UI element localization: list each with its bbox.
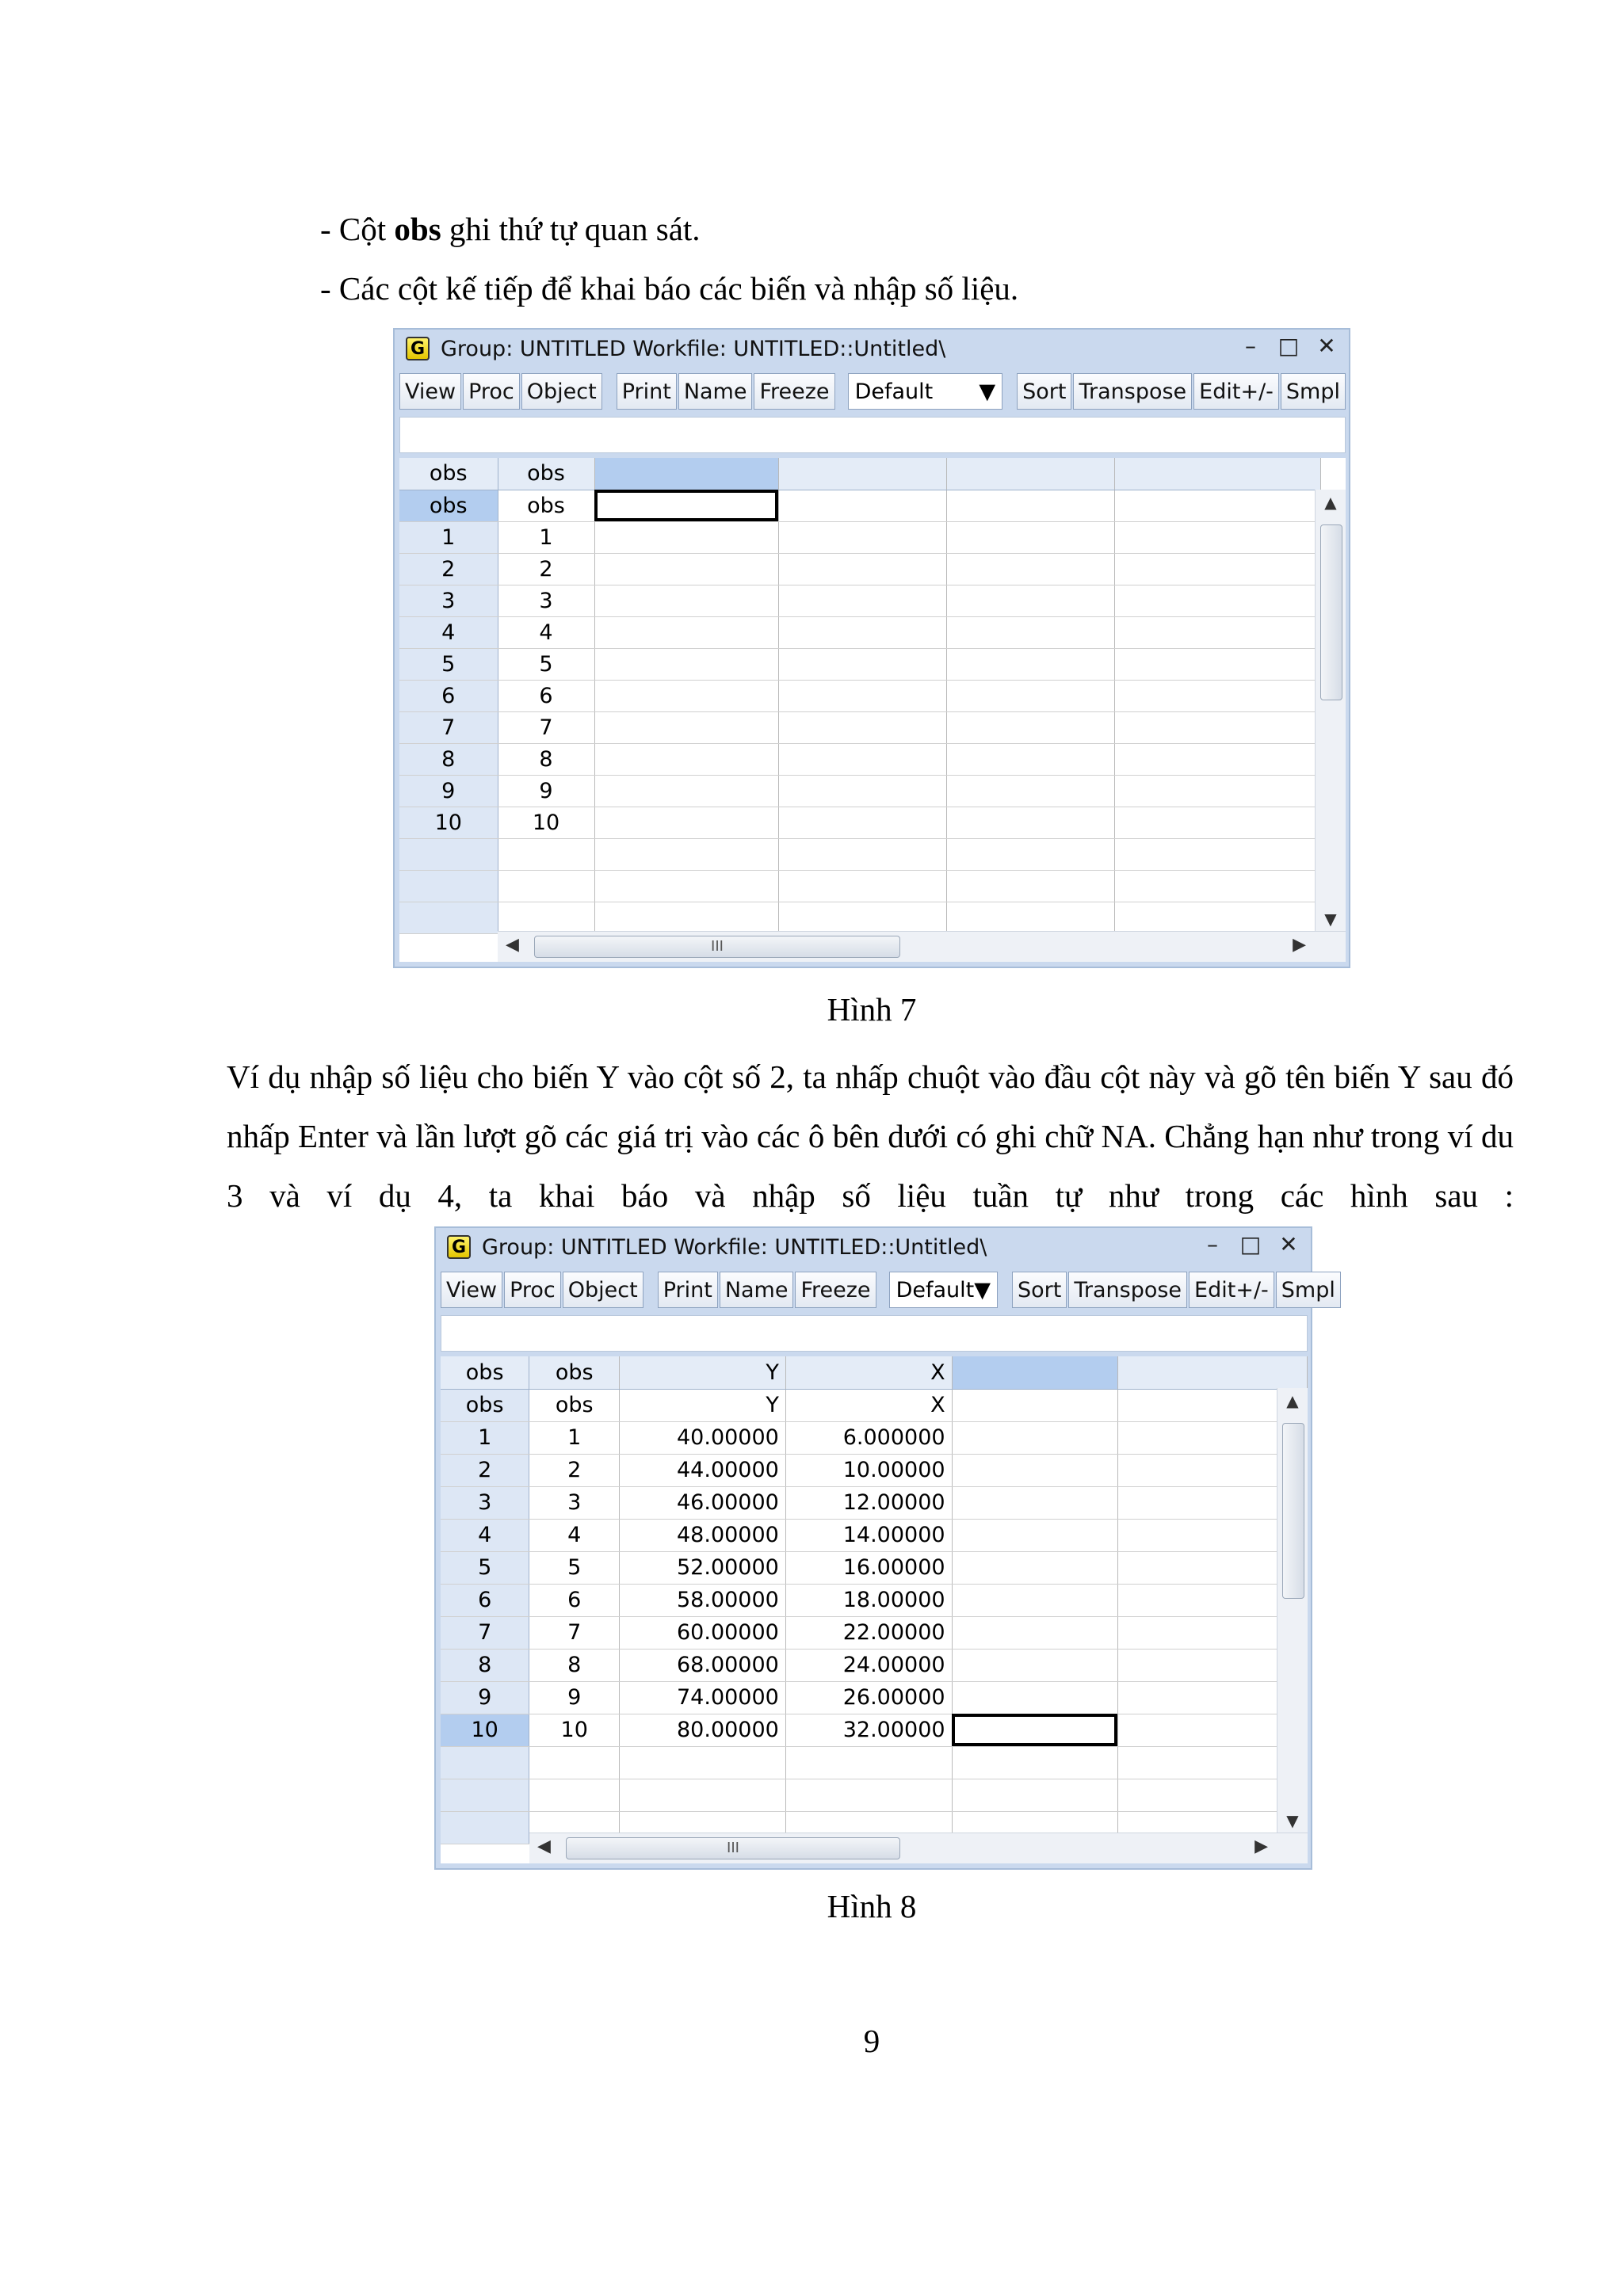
intro-line1-suffix: ghi thứ tự quan sát. xyxy=(441,211,701,247)
row-header[interactable]: 6 xyxy=(441,1584,529,1616)
grid-cell[interactable] xyxy=(594,553,778,585)
grid-cell[interactable]: 10 xyxy=(498,807,594,838)
grid-cell[interactable]: 1 xyxy=(498,521,594,553)
grid-cell[interactable] xyxy=(778,585,946,616)
grid-cell[interactable] xyxy=(1114,870,1320,902)
table-row xyxy=(441,1551,1308,1584)
display-format-value: Default xyxy=(896,1277,975,1302)
name-button[interactable]: Name xyxy=(720,1272,794,1308)
grid-cell[interactable] xyxy=(785,1779,952,1811)
corner-header[interactable]: obs xyxy=(441,1356,529,1389)
grid-cell[interactable] xyxy=(594,807,778,838)
table-row xyxy=(399,902,1320,933)
edit-toggle-button[interactable]: Edit+/- xyxy=(1193,373,1279,410)
column-header[interactable] xyxy=(952,1356,1117,1389)
view-button[interactable]: View xyxy=(441,1272,502,1308)
grid-cell[interactable]: 3 xyxy=(498,585,594,616)
smpl-button[interactable]: Smpl xyxy=(1276,1272,1341,1308)
scroll-up-icon[interactable]: ▲ xyxy=(1286,1391,1299,1410)
transpose-button[interactable]: Transpose xyxy=(1073,373,1192,410)
obs-cell[interactable]: 10 xyxy=(529,1714,620,1746)
label-cell[interactable]: obs xyxy=(498,490,594,521)
grid-cell[interactable] xyxy=(946,585,1114,616)
grid-cell[interactable] xyxy=(946,521,1114,553)
row-header[interactable] xyxy=(441,1779,529,1811)
x-value-cell[interactable]: 24.00000 xyxy=(785,1649,952,1681)
page-number: 9 xyxy=(863,2023,880,2059)
table-row xyxy=(441,1746,1308,1779)
vertical-scroll-thumb[interactable] xyxy=(1320,524,1342,700)
grid-cell[interactable] xyxy=(498,902,594,933)
grid-cell[interactable] xyxy=(952,1551,1117,1584)
spreadsheet-grid[interactable] xyxy=(399,458,1346,962)
print-button[interactable]: Print xyxy=(658,1272,718,1308)
display-format-select[interactable] xyxy=(889,1272,998,1308)
row-header[interactable]: 1 xyxy=(399,521,498,553)
close-icon[interactable]: ✕ xyxy=(1279,1231,1298,1257)
horizontal-scrollbar[interactable] xyxy=(498,931,1346,962)
horizontal-scroll-thumb[interactable]: III xyxy=(534,936,900,958)
table-row xyxy=(399,680,1320,711)
label-cell[interactable] xyxy=(778,490,946,521)
table-row xyxy=(399,838,1320,870)
row-header[interactable]: 5 xyxy=(441,1551,529,1584)
grid-cell[interactable] xyxy=(952,1519,1117,1551)
grid-cell[interactable] xyxy=(946,838,1114,870)
scroll-left-icon[interactable]: ◀ xyxy=(537,1836,551,1856)
group-toolbar xyxy=(441,1269,1335,1310)
column-header[interactable] xyxy=(778,458,946,490)
grid-cell[interactable]: 4 xyxy=(498,616,594,648)
group-icon: G xyxy=(447,1235,471,1259)
row-header[interactable]: obs xyxy=(399,490,498,521)
grid-cell[interactable]: 7 xyxy=(498,711,594,743)
grid-cell[interactable]: 5 xyxy=(498,648,594,680)
grid-cell[interactable] xyxy=(946,553,1114,585)
group-window-fig7 xyxy=(393,328,1350,968)
column-header-row xyxy=(399,458,1320,490)
grid-cell[interactable] xyxy=(1114,711,1320,743)
intro-line1-prefix: - Cột xyxy=(320,211,395,247)
label-cell[interactable] xyxy=(1114,490,1320,521)
window-title: Group: UNTITLED Workfile: UNTITLED::Untitled\ xyxy=(482,1234,987,1260)
grid-cell[interactable] xyxy=(946,680,1114,711)
row-header[interactable]: 8 xyxy=(441,1649,529,1681)
grid-cell[interactable] xyxy=(594,870,778,902)
group-toolbar xyxy=(399,371,1346,412)
y-value-cell[interactable]: 60.00000 xyxy=(620,1616,786,1649)
scroll-up-icon[interactable]: ▲ xyxy=(1324,493,1337,512)
grid-cell[interactable] xyxy=(498,838,594,870)
grid-cell[interactable]: 6 xyxy=(498,680,594,711)
row-header[interactable]: 9 xyxy=(399,775,498,807)
grid-cell[interactable] xyxy=(594,775,778,807)
y-value-cell[interactable]: 58.00000 xyxy=(620,1584,786,1616)
obs-cell[interactable]: 9 xyxy=(529,1681,620,1714)
table-row xyxy=(399,775,1320,807)
grid-cell[interactable] xyxy=(946,711,1114,743)
row-header[interactable]: 1 xyxy=(441,1421,529,1454)
row-header[interactable]: 4 xyxy=(399,616,498,648)
column-header[interactable] xyxy=(594,458,778,490)
label-cell[interactable] xyxy=(594,490,778,521)
figure-7-caption: Hình 7 xyxy=(827,991,917,1028)
grid-cell[interactable] xyxy=(1114,553,1320,585)
column-header[interactable]: obs xyxy=(529,1356,620,1389)
x-value-cell[interactable]: 10.00000 xyxy=(785,1454,952,1486)
y-value-cell[interactable]: 46.00000 xyxy=(620,1486,786,1519)
sort-button[interactable]: Sort xyxy=(1012,1272,1067,1308)
grid-cell[interactable] xyxy=(952,1584,1117,1616)
column-header-row xyxy=(441,1356,1308,1389)
grid-cell[interactable] xyxy=(1114,680,1320,711)
row-header[interactable]: 6 xyxy=(399,680,498,711)
column-header[interactable]: obs xyxy=(498,458,594,490)
grid-cell[interactable] xyxy=(952,1746,1117,1779)
table-row xyxy=(399,870,1320,902)
grid-cell[interactable] xyxy=(594,648,778,680)
table-row xyxy=(441,1779,1308,1811)
row-header[interactable]: 10 xyxy=(399,807,498,838)
grid-cell[interactable] xyxy=(952,1714,1117,1746)
y-value-cell[interactable]: 40.00000 xyxy=(620,1421,786,1454)
grid-cell[interactable] xyxy=(778,807,946,838)
dropdown-arrow-icon: ▼ xyxy=(974,1277,991,1302)
x-value-cell[interactable]: 26.00000 xyxy=(785,1681,952,1714)
vertical-scrollbar[interactable] xyxy=(1277,1388,1308,1833)
x-value-cell[interactable]: 22.00000 xyxy=(785,1616,952,1649)
grid-cell[interactable] xyxy=(529,1746,620,1779)
grid-cell[interactable] xyxy=(778,775,946,807)
scroll-left-icon[interactable]: ◀ xyxy=(506,935,519,955)
grid-cell[interactable] xyxy=(778,648,946,680)
row-header[interactable]: 3 xyxy=(399,585,498,616)
row-header[interactable]: 7 xyxy=(399,711,498,743)
grid-cell[interactable] xyxy=(1114,743,1320,775)
x-value-cell[interactable]: 16.00000 xyxy=(785,1551,952,1584)
object-button[interactable]: Object xyxy=(521,373,602,410)
grid-cell[interactable] xyxy=(1114,838,1320,870)
window-title: Group: UNTITLED Workfile: UNTITLED::Untitled\ xyxy=(441,336,946,361)
scroll-right-icon[interactable]: ▶ xyxy=(1254,1836,1268,1856)
dropdown-arrow-icon: ▼ xyxy=(979,379,996,404)
grid-cell[interactable] xyxy=(952,1681,1117,1714)
table-row xyxy=(399,807,1320,838)
grid-cell[interactable] xyxy=(946,807,1114,838)
display-format-value: Default xyxy=(854,379,934,404)
label-cell[interactable] xyxy=(946,490,1114,521)
table-row xyxy=(441,1454,1308,1486)
grid-cell[interactable] xyxy=(1114,902,1320,933)
group-window-fig8 xyxy=(434,1226,1335,1870)
table-row xyxy=(399,711,1320,743)
table-row xyxy=(399,553,1320,585)
table-row xyxy=(441,1649,1308,1681)
sort-button[interactable]: Sort xyxy=(1017,373,1071,410)
table-row xyxy=(441,1584,1308,1616)
table-row xyxy=(399,743,1320,775)
grid-cell[interactable] xyxy=(952,1649,1117,1681)
obs-cell[interactable]: 7 xyxy=(529,1616,620,1649)
grid-cell[interactable] xyxy=(620,1746,786,1779)
grid-cell[interactable] xyxy=(778,521,946,553)
minimize-icon[interactable]: – xyxy=(1207,1231,1218,1257)
grid-cell[interactable] xyxy=(594,711,778,743)
x-value-cell[interactable]: 12.00000 xyxy=(785,1486,952,1519)
obs-cell[interactable]: 3 xyxy=(529,1486,620,1519)
column-header[interactable] xyxy=(946,458,1114,490)
grid-cell[interactable] xyxy=(778,870,946,902)
data-table xyxy=(441,1356,1308,1844)
grid-cell[interactable] xyxy=(952,1616,1117,1649)
proc-button[interactable]: Proc xyxy=(463,373,520,410)
edit-toggle-button[interactable]: Edit+/- xyxy=(1189,1272,1274,1308)
label-cell[interactable]: X xyxy=(785,1389,952,1421)
grid-cell[interactable] xyxy=(778,680,946,711)
intro-line1-bold: obs xyxy=(394,211,441,247)
row-header[interactable]: 4 xyxy=(441,1519,529,1551)
table-row xyxy=(441,1389,1308,1421)
x-value-cell[interactable]: 18.00000 xyxy=(785,1584,952,1616)
x-value-cell[interactable]: 6.000000 xyxy=(785,1421,952,1454)
scroll-right-icon[interactable]: ▶ xyxy=(1293,935,1306,955)
y-value-cell[interactable]: 68.00000 xyxy=(620,1649,786,1681)
minimize-icon[interactable]: – xyxy=(1245,333,1256,359)
grid-cell[interactable] xyxy=(946,870,1114,902)
y-value-cell[interactable]: 80.00000 xyxy=(620,1714,786,1746)
grid-cell[interactable] xyxy=(1114,585,1320,616)
display-format-select[interactable] xyxy=(848,373,1003,410)
grid-cell[interactable] xyxy=(594,838,778,870)
label-cell[interactable]: obs xyxy=(529,1389,620,1421)
row-header[interactable] xyxy=(441,1746,529,1779)
freeze-button[interactable]: Freeze xyxy=(754,373,834,410)
table-row xyxy=(399,616,1320,648)
data-table xyxy=(399,458,1321,934)
scroll-down-icon[interactable]: ▼ xyxy=(1286,1811,1299,1830)
window-titlebar xyxy=(436,1228,1311,1266)
table-row xyxy=(441,1616,1308,1649)
freeze-button[interactable]: Freeze xyxy=(795,1272,876,1308)
column-header[interactable] xyxy=(1114,458,1320,490)
grid-cell[interactable] xyxy=(594,616,778,648)
row-header[interactable] xyxy=(399,838,498,870)
maximize-icon[interactable]: □ xyxy=(1277,333,1300,359)
grid-cell[interactable] xyxy=(952,1421,1117,1454)
row-header[interactable] xyxy=(441,1811,529,1844)
row-header[interactable]: 3 xyxy=(441,1486,529,1519)
grid-cell[interactable] xyxy=(952,1454,1117,1486)
grid-cell[interactable] xyxy=(946,648,1114,680)
obs-cell[interactable]: 2 xyxy=(529,1454,620,1486)
smpl-button[interactable]: Smpl xyxy=(1281,373,1346,410)
row-header[interactable]: 10 xyxy=(441,1714,529,1746)
vertical-scrollbar[interactable] xyxy=(1315,490,1346,932)
grid-cell[interactable] xyxy=(529,1779,620,1811)
grid-cell[interactable] xyxy=(778,553,946,585)
print-button[interactable]: Print xyxy=(617,373,677,410)
y-value-cell[interactable]: 44.00000 xyxy=(620,1454,786,1486)
x-value-cell[interactable]: 32.00000 xyxy=(785,1714,952,1746)
grid-cell[interactable] xyxy=(778,711,946,743)
grid-cell[interactable] xyxy=(1114,521,1320,553)
grid-cell[interactable] xyxy=(594,521,778,553)
grid-cell[interactable] xyxy=(1114,807,1320,838)
row-header[interactable] xyxy=(399,902,498,933)
grid-cell[interactable] xyxy=(594,585,778,616)
intro-line-columns: - Các cột kế tiếp để khai báo các biến và nhập số liệu. xyxy=(320,270,1019,307)
grid-cell[interactable] xyxy=(1114,616,1320,648)
obs-cell[interactable]: 8 xyxy=(529,1649,620,1681)
y-value-cell[interactable]: 52.00000 xyxy=(620,1551,786,1584)
row-header[interactable] xyxy=(399,870,498,902)
grid-cell[interactable] xyxy=(785,1746,952,1779)
column-header[interactable] xyxy=(1117,1356,1307,1389)
grid-cell[interactable] xyxy=(778,902,946,933)
cell-edit-field[interactable] xyxy=(441,1315,1308,1352)
grid-cell[interactable] xyxy=(594,743,778,775)
grid-cell[interactable] xyxy=(946,616,1114,648)
y-value-cell[interactable]: 74.00000 xyxy=(620,1681,786,1714)
table-row xyxy=(441,1714,1308,1746)
body-paragraph: Ví dụ nhập số liệu cho biến Y vào cột số 2, ta nhấp chuột vào đầu cột này và gõ tên biến Y sau đó nhấp Enter và lần lượt gõ các giá trị vào các ô bên dưới có ghi chữ NA. Chẳng hạn như trong ví du 3 và ví dụ 4, ta khai báo và nhập số liệu tuần tự như trong các hình sau : xyxy=(227,1058,1514,1214)
group-icon: G xyxy=(406,337,430,360)
grid-cell[interactable]: 2 xyxy=(498,553,594,585)
grid-cell[interactable]: 9 xyxy=(498,775,594,807)
cell-edit-field[interactable] xyxy=(399,417,1346,453)
table-row xyxy=(399,490,1320,521)
scroll-down-icon[interactable]: ▼ xyxy=(1324,910,1337,929)
figure-8-caption: Hình 8 xyxy=(827,1888,917,1924)
row-header[interactable]: obs xyxy=(441,1389,529,1421)
grid-cell[interactable] xyxy=(946,743,1114,775)
window-titlebar xyxy=(395,330,1349,368)
close-icon[interactable]: ✕ xyxy=(1317,333,1336,359)
grid-cell[interactable] xyxy=(498,870,594,902)
grid-cell[interactable] xyxy=(1114,775,1320,807)
obs-cell[interactable]: 5 xyxy=(529,1551,620,1584)
grid-cell[interactable] xyxy=(620,1779,786,1811)
vertical-scroll-thumb[interactable] xyxy=(1282,1423,1304,1599)
grid-cell[interactable] xyxy=(778,743,946,775)
row-header[interactable]: 7 xyxy=(441,1616,529,1649)
row-header[interactable]: 2 xyxy=(399,553,498,585)
grid-cell[interactable] xyxy=(594,680,778,711)
grid-cell[interactable]: 8 xyxy=(498,743,594,775)
table-row xyxy=(441,1519,1308,1551)
corner-header[interactable]: obs xyxy=(399,458,498,490)
row-header[interactable]: 2 xyxy=(441,1454,529,1486)
object-button[interactable]: Object xyxy=(563,1272,643,1308)
grid-cell[interactable] xyxy=(594,902,778,933)
row-header[interactable]: 9 xyxy=(441,1681,529,1714)
column-header[interactable]: X xyxy=(785,1356,952,1389)
view-button[interactable]: View xyxy=(399,373,461,410)
obs-cell[interactable]: 6 xyxy=(529,1584,620,1616)
grid-cell[interactable] xyxy=(952,1779,1117,1811)
table-row xyxy=(399,585,1320,616)
y-value-cell[interactable]: 48.00000 xyxy=(620,1519,786,1551)
row-header[interactable]: 5 xyxy=(399,648,498,680)
maximize-icon[interactable]: □ xyxy=(1239,1231,1262,1257)
label-cell[interactable]: Y xyxy=(620,1389,786,1421)
table-row xyxy=(441,1681,1308,1714)
column-header[interactable]: Y xyxy=(620,1356,786,1389)
table-row xyxy=(399,521,1320,553)
intro-line-obs xyxy=(320,210,701,248)
grid-cell[interactable] xyxy=(946,775,1114,807)
horizontal-scroll-thumb[interactable]: III xyxy=(566,1837,900,1859)
grid-cell[interactable] xyxy=(952,1486,1117,1519)
obs-cell[interactable]: 1 xyxy=(529,1421,620,1454)
grid-cell[interactable] xyxy=(778,616,946,648)
table-row xyxy=(399,648,1320,680)
name-button[interactable]: Name xyxy=(678,373,753,410)
row-header[interactable]: 8 xyxy=(399,743,498,775)
grid-cell[interactable] xyxy=(778,838,946,870)
table-row xyxy=(441,1486,1308,1519)
table-row xyxy=(441,1421,1308,1454)
transpose-button[interactable]: Transpose xyxy=(1068,1272,1187,1308)
horizontal-scrollbar[interactable] xyxy=(529,1833,1308,1863)
obs-cell[interactable]: 4 xyxy=(529,1519,620,1551)
grid-cell[interactable] xyxy=(1114,648,1320,680)
grid-cell[interactable] xyxy=(946,902,1114,933)
x-value-cell[interactable]: 14.00000 xyxy=(785,1519,952,1551)
spreadsheet-grid[interactable] xyxy=(441,1356,1308,1863)
label-cell[interactable] xyxy=(952,1389,1117,1421)
proc-button[interactable]: Proc xyxy=(504,1272,561,1308)
